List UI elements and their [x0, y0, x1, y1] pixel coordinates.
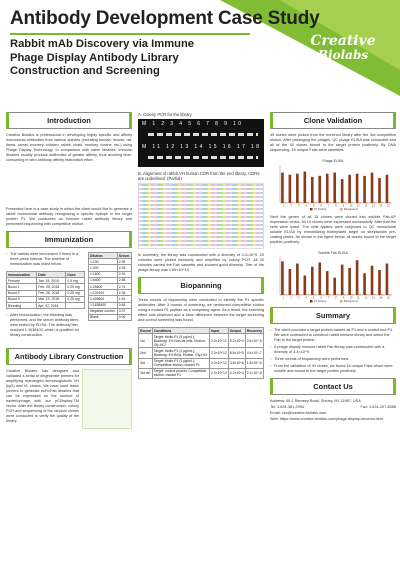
bar-binding: [311, 267, 314, 295]
bar-background: [314, 294, 317, 295]
bar-binding: [356, 260, 359, 295]
clone-title: Clone Validation: [270, 112, 396, 129]
bar-binding: [281, 261, 284, 295]
titer-cell: 2.95: [117, 259, 131, 265]
sequence-alignment: [138, 183, 264, 249]
bar-binding: [356, 174, 359, 203]
titer-cell: 2.38: [117, 290, 131, 296]
bar-background: [373, 202, 376, 203]
legend-swatch: [310, 300, 313, 303]
biopanning-row: [139, 348, 264, 358]
legend-label: Background: [344, 300, 358, 304]
bar-binding: [348, 175, 351, 203]
schedule-cell: Boost 3: [7, 296, 37, 302]
titer-cell: 1:25600: [89, 283, 118, 289]
schedule-cell: [66, 302, 85, 308]
intro-paragraph-2: Presented here is a case study in which the client would like to generate a rabbit monoclonal antibody recognizing a specific epitope in the target protein P1. We conducted an immune rabbit antibody library and performed biopanning with competitive elution.: [6, 207, 132, 226]
legend-label: P1 binding: [314, 300, 327, 304]
titer-cell: 1:102400: [89, 290, 118, 296]
contact-tel: Tel: 1-631-381-2994: [270, 405, 304, 409]
bar-binding: [386, 264, 389, 295]
bar-background: [329, 202, 332, 203]
schedule-cell: Jan. 15, 2018: [37, 278, 66, 284]
x-tick-label: 12: [364, 296, 368, 300]
x-tick-label: 3: [297, 204, 300, 208]
bar-binding: [371, 266, 374, 295]
bar-background: [306, 202, 309, 203]
contact-email[interactable]: Email: info@creative-biolabs.com: [270, 411, 327, 415]
biopanning-cell: 5.2×10^4: [228, 334, 245, 348]
bar-binding: [378, 178, 381, 203]
bar-binding: [326, 271, 329, 295]
titer-row: [89, 314, 132, 320]
x-tick-label: 5: [312, 296, 315, 300]
biopanning-header: Output: [228, 328, 245, 334]
biopanning-cell: 1st: [139, 334, 153, 348]
gel-lanes-top: M 1 2 3 4 5 6 7 8 9 10: [142, 121, 244, 127]
bar-binding: [371, 173, 374, 203]
x-tick-label: 6: [320, 204, 322, 208]
bar-background: [291, 202, 294, 203]
immunization-schedule-table: [6, 271, 85, 309]
bar-background: [284, 294, 287, 295]
x-tick-label: 10: [349, 296, 353, 300]
bar-background: [343, 294, 346, 295]
bar-binding: [341, 179, 344, 203]
titer-header: Dilution: [89, 253, 118, 259]
biopanning-paragraph: Three rounds of biopanning were conducted to identify the P1 specific antibodies. After 3 rounds of screening, we performed competitive elution using a mutant P1 peptide as a competing agent. As a result, the enriching effect was observed and a clear difference between the target screening and control screening was found.: [138, 298, 264, 322]
x-tick-label: 7: [327, 204, 330, 208]
biopanning-row: [139, 334, 264, 348]
left-column: [6, 112, 132, 429]
library-summary: In summary, the library was constructed with a diversity of 3.4×10^9. 20 colonies were picked randomly and amplified by colony PCR. All 20 colonies carried the Fab cassette and showed good diversity. Titer of the phage library was 1.65×10^13.: [138, 253, 264, 272]
titer-cell: 2.88: [117, 277, 131, 283]
schedule-cell: Feb. 26, 2018: [37, 290, 66, 296]
bar-binding: [318, 262, 321, 295]
biopanning-cell: 3rd: [139, 358, 153, 368]
poster-title: Antibody Development Case Study: [10, 8, 320, 29]
bar-background: [343, 202, 346, 203]
summary-item: • A phage display immune rabbit Fab library was constructed with a diversity of 3.4×10^9.: [270, 345, 396, 355]
biopanning-cell: Target: biotin-P1 (1 μg/mL); Competitive elution: mutant P1: [152, 358, 209, 368]
bar-background: [284, 202, 287, 203]
bar-background: [351, 202, 354, 203]
bar-background: [381, 202, 384, 203]
immunization-bullet-1: • The rabbits were immunized 3 times in a three-week interval. The timeline of immunization was listed below.: [6, 252, 85, 267]
titer-cell: 1:6400: [89, 277, 118, 283]
schedule-cell: 0.5 mg: [66, 278, 85, 284]
library-diagram: [82, 369, 132, 429]
x-tick-label: 2: [290, 296, 292, 300]
titer-cell: 0.06: [117, 314, 131, 320]
bar-binding: [363, 273, 366, 295]
biopanning-cell: 2.0×10^12: [209, 334, 228, 348]
biopanning-cell: 4.2×10^4: [228, 368, 245, 378]
titer-cell: 0.07: [117, 308, 131, 314]
x-tick-label: 3: [297, 296, 300, 300]
x-tick-label: 7: [327, 296, 330, 300]
legend-swatch: [340, 208, 343, 211]
titer-header: Serum: [117, 253, 131, 259]
biopanning-table: [138, 327, 264, 379]
schedule-header: Dose: [66, 272, 85, 278]
schedule-cell: Apr. 02, 2018: [37, 302, 66, 308]
biopanning-cell: Target: biotin-P1 (5 μg/mL); Blocking: 3% Non-fat milk; Elution: Gly-HCl: [152, 334, 209, 348]
bar-binding: [289, 175, 292, 203]
x-tick-label: 14: [379, 296, 383, 300]
x-tick-label: 13: [371, 204, 375, 208]
biopanning-cell: 2.0×10^12: [209, 368, 228, 378]
schedule-cell: 0.25 mg: [66, 296, 85, 302]
immunization-bullet-2: • After immunization, the bleeding was performed, and the serum antibody titers were tested by ELISA. The antibody titer reached 1:1638400, which is qualified for library construction.: [6, 313, 85, 338]
bar-background: [373, 294, 376, 295]
x-tick-label: 11: [357, 204, 360, 208]
bar-background: [314, 202, 317, 203]
titer-cell: 1:100: [89, 259, 118, 265]
contact-fax: Fax: 1-631-207-8356: [360, 405, 396, 409]
bar-background: [381, 294, 384, 295]
gel-lanes-bottom: M 11 12 13 14 15 16 17 18 19 20: [142, 144, 290, 150]
intro-paragraph-1: Creative Biolabs is professional in developing highly specific and affinity monoclonal antibodies from various species (including human, mouse, rat, llama, camel, monkey, chicken, rabbit, shark, monkey, bovine, etc.) using Phage Display Technology. In comparison with naive libraries, immune libraries usually produce antibodies of greater affinity, thus avoiding time-consuming in vitro antibody affinity maturation effort.: [6, 133, 132, 162]
x-tick-label: 1: [283, 296, 285, 300]
schedule-cell: 0.25 mg: [66, 284, 85, 290]
biopanning-cell: 2nd: [139, 348, 153, 358]
intro-title: Introduction: [6, 112, 132, 129]
bar-binding: [296, 264, 299, 295]
biopanning-cell: 2.6×10^-8: [245, 334, 263, 348]
contact-title: Contact Us: [270, 378, 396, 395]
x-tick-label: 9: [342, 296, 345, 300]
x-tick-label: 11: [357, 296, 360, 300]
x-tick-label: 1: [283, 204, 285, 208]
bar-background: [299, 202, 302, 203]
bar-binding: [304, 172, 307, 203]
clone-paragraph-1: 40 clones were picked from the enriched library after the 3rd competitive elution. After packaging the phages, QC phage ELISA was conducted and all of the 40 clones bound to the target protein positively. By DNA sequencing, 15 unique Fabs were identified.: [270, 133, 396, 152]
bar-background: [299, 294, 302, 295]
clone-paragraph-2: Next the genes of all 15 clones were cloned into soluble Fab-AP expression vector. All 15 clones were expressed successfully. After that the cells were lysed. The cells lysates were subjected to QC monoclonal soluble ELISA by immobilizing biotinylated target on streptavidin pre-coating plates. As shown in the figure below, all clones bound to the target peptide positively.: [270, 215, 396, 244]
bar-binding: [296, 174, 299, 203]
chart-title: Soluble Fab ELISA: [318, 251, 348, 255]
x-tick-label: 10: [349, 204, 353, 208]
bar-background: [388, 294, 391, 295]
bar-binding: [378, 270, 381, 295]
bar-binding: [348, 268, 351, 295]
bar-binding: [326, 174, 329, 203]
bar-background: [336, 202, 339, 203]
x-tick-label: 15: [386, 296, 390, 300]
immunization-title: Immunization: [6, 231, 132, 248]
bar-background: [366, 202, 369, 203]
biopanning-header: Round: [140, 328, 151, 333]
biopanning-cell: 2.1×10^-8: [245, 368, 263, 378]
titer-cell: 1:400: [89, 265, 118, 271]
schedule-cell: 0.25 mg: [66, 290, 85, 296]
titer-cell: 0.84: [117, 302, 131, 308]
titer-cell: 2.74: [117, 283, 131, 289]
x-tick-label: 4: [305, 204, 307, 208]
biopanning-row: [139, 368, 264, 378]
bar-binding: [318, 176, 321, 203]
x-tick-label: 12: [364, 204, 368, 208]
bar-binding: [281, 173, 284, 203]
titer-cell: 2.91: [117, 271, 131, 277]
biopanning-header: Input: [209, 328, 228, 334]
bar-binding: [386, 175, 389, 203]
library-paragraph: Creative Biolabs has designed and validated a serial of degenerate primers for amplifying rearranged immunoglobulin VH (IgG) and VL chains. We have used these primers to generate scFv/Fab libraries that can be expressed on the surface of bacteriophage with our pCDisplay-TM vector. After the library construction, colony PCR and sequencing of the random clones were conducted to verify the quality of the library.: [6, 369, 79, 424]
x-tick-label: 13: [371, 296, 375, 300]
bar-background: [358, 294, 361, 295]
biopanning-title: Biopanning: [138, 277, 264, 294]
phage-elisa-chart: [270, 157, 396, 211]
contact-web[interactable]: Web: https://www.creative-biolabs.com/phage-display-services.html: [270, 417, 384, 421]
schedule-cell: Primary: [7, 278, 37, 284]
biopanning-cell: 8.8×10^5: [228, 348, 245, 358]
title-underline: [10, 33, 250, 35]
biopanning-header: Recovery: [246, 328, 262, 333]
bar-binding: [363, 176, 366, 203]
bar-binding: [289, 269, 292, 295]
right-column: [270, 112, 396, 426]
legend-label: Background: [344, 208, 358, 212]
titer-cell: 2.93: [117, 265, 131, 271]
legend-swatch: [340, 300, 343, 303]
titer-cell: 1.61: [117, 296, 131, 302]
titer-cell: 1:1600: [89, 271, 118, 277]
gel-label: A. Colony PCR for the library: [138, 112, 192, 117]
x-tick-label: 4: [305, 296, 307, 300]
bar-binding: [333, 173, 336, 203]
schedule-cell: Boost 2: [7, 290, 37, 296]
x-tick-label: 14: [379, 204, 383, 208]
titer-cell: Blank: [89, 314, 118, 320]
legend-label: P1 binding: [314, 208, 327, 212]
bar-background: [321, 294, 324, 295]
x-tick-label: 9: [342, 204, 345, 208]
x-tick-label: 5: [312, 204, 315, 208]
gel-bands-bottom: [148, 156, 258, 159]
schedule-header: Date: [37, 272, 66, 278]
biopanning-cell: 3.6×10^6: [228, 358, 245, 368]
poster-header: [0, 0, 400, 96]
legend-swatch: [310, 208, 313, 211]
contact-address: Address: 45-1 Ramsey Road, Shirley, NY 11967, USA: [270, 399, 361, 403]
colony-pcr-gel: [138, 119, 290, 167]
library-title: Antibody Library Construction: [6, 348, 132, 365]
schedule-cell: Boost 1: [7, 284, 37, 290]
gel-bands-top: [148, 133, 258, 136]
x-tick-label: 8: [335, 296, 337, 300]
soluble-elisa-chart: [270, 249, 396, 303]
schedule-header: Immunization: [7, 272, 37, 278]
bar-background: [351, 294, 354, 295]
biopanning-cell: 3rd ctrl: [139, 368, 153, 378]
creative-biolabs-logo: Creative Biolabs: [310, 33, 376, 62]
bar-binding: [311, 177, 314, 203]
bar-background: [306, 294, 309, 295]
schedule-cell: Mar. 19, 2018: [37, 296, 66, 302]
bar-binding: [304, 275, 307, 295]
schedule-cell: Feb. 05, 2018: [37, 284, 66, 290]
titer-cell: 1:409600: [89, 296, 118, 302]
biopanning-cell: 1.8×10^-6: [245, 358, 263, 368]
bar-background: [291, 294, 294, 295]
biopanning-cell: Target: control protein; Competitive elution: mutant P1: [152, 368, 209, 378]
bar-binding: [333, 278, 336, 295]
bar-background: [321, 202, 324, 203]
titer-cell: Negative control: [89, 308, 118, 314]
schedule-cell: Bleeding: [7, 302, 37, 308]
alignment-label: B. Alignment of rabbit VH human CDR from the end library. CDRs are underlined. (Partial): [138, 171, 260, 181]
biopanning-cell: 4.4×10^-7: [245, 348, 263, 358]
bar-binding: [341, 265, 344, 295]
biopanning-cell: 2.0×10^12: [209, 358, 228, 368]
biopanning-row: [139, 358, 264, 368]
x-tick-label: 15: [386, 204, 390, 208]
center-column: [138, 112, 290, 383]
bar-background: [388, 202, 391, 203]
biopanning-header: Conditions: [152, 328, 209, 334]
summary-item: • The client provided a target protein named as P1 and a control mut P1. We were contracted to construct rabbit immune library and select the Fab to the target protein.: [270, 328, 396, 343]
summary-list: [270, 328, 396, 374]
titer-cell: 1:1638400: [89, 302, 118, 308]
biopanning-cell: Target: biotin-P1 (2 μg/mL); Blocking: 3% BSA; Elution: Gly-HCl: [152, 348, 209, 358]
summary-item: • Three rounds of biopanning were performed.: [270, 357, 396, 362]
titer-table: [88, 252, 132, 321]
bar-background: [329, 294, 332, 295]
schedule-row: [7, 302, 85, 308]
bar-background: [366, 294, 369, 295]
biopanning-cell: 2.0×10^12: [209, 348, 228, 358]
summary-title: Summary: [270, 307, 396, 324]
poster-subtitle: Rabbit mAb Discovery via Immune Phage Display Antibody Library Construction and Screening: [10, 38, 195, 77]
summary-item: • From the validation of 40 clones, we found 15 unique Fabs which were soluble and bound to the target protein positively.: [270, 364, 396, 374]
bar-background: [336, 294, 339, 295]
x-tick-label: 8: [335, 204, 337, 208]
bar-background: [358, 202, 361, 203]
x-tick-label: 2: [290, 204, 292, 208]
x-tick-label: 6: [320, 296, 322, 300]
chart-title: Phage ELISA: [322, 159, 344, 163]
